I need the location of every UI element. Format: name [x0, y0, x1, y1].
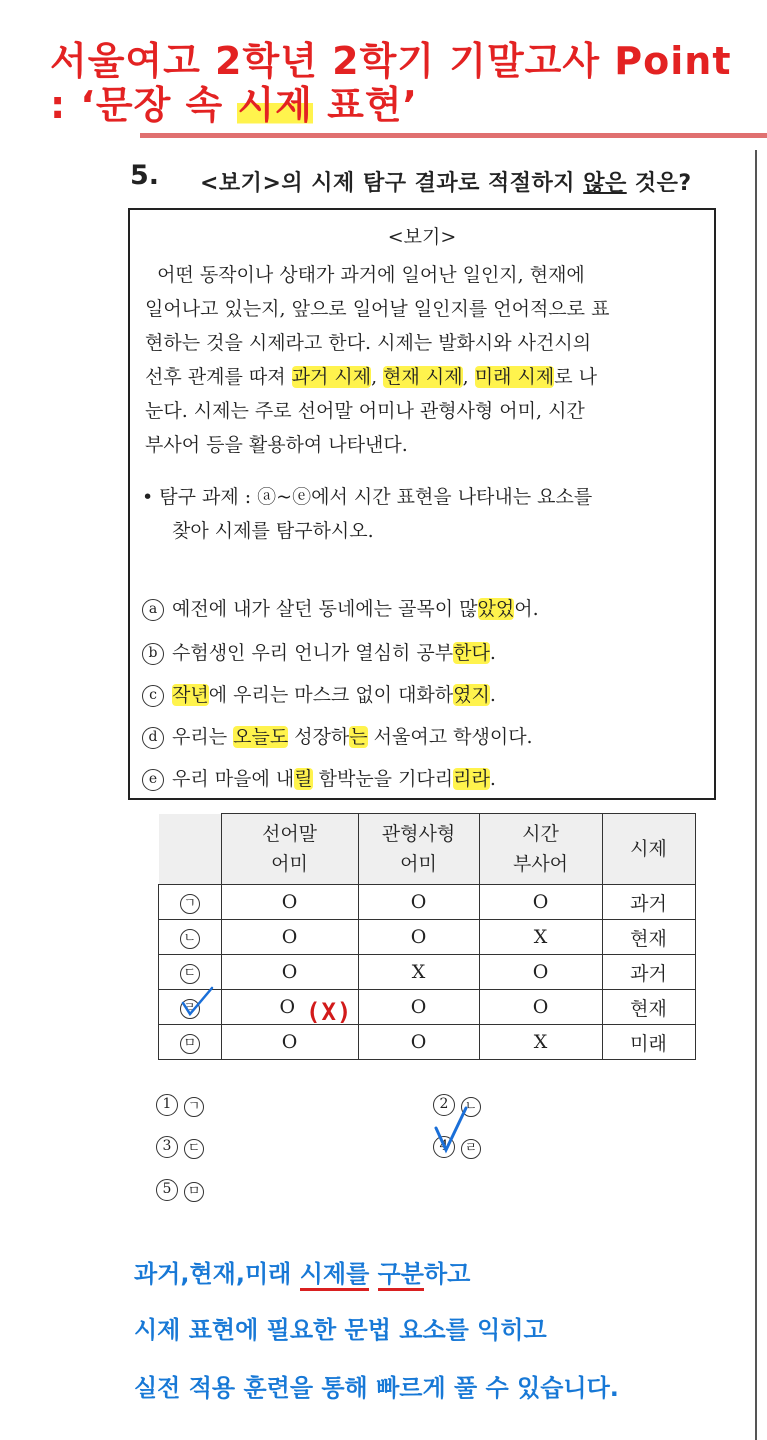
- subtitle-suffix: 표현’: [312, 83, 418, 127]
- table-cell: O: [358, 1025, 479, 1060]
- page-title: 서울여고 2학년 2학기 기말고사 Point: [50, 39, 732, 83]
- subtitle-prefix: : ‘문장 속: [50, 83, 238, 127]
- circle-mark: a: [142, 599, 164, 621]
- example-highlight: 는: [349, 726, 368, 748]
- handwritten-x-annotation: (X): [306, 998, 353, 1026]
- table-cell: X: [358, 955, 479, 990]
- example-text: 에 우리는 마스크 없이 대화하: [208, 684, 454, 706]
- example-highlight: 였지: [453, 684, 490, 706]
- example-highlight: 리라: [453, 768, 490, 790]
- example-text: .: [489, 642, 496, 664]
- circle-mark: e: [142, 769, 164, 791]
- table-cell: 현재: [602, 990, 695, 1025]
- footer-line-3: 실전 적용 훈련을 통해 빠르게 풀 수 있습니다.: [134, 1374, 619, 1402]
- header-text: 관형사형: [381, 823, 456, 845]
- cell-value: O: [279, 996, 296, 1018]
- table-cell: O: [221, 885, 358, 920]
- circle-mark: c: [142, 685, 164, 707]
- choice-number: 4: [433, 1136, 455, 1158]
- example-highlight: 작년: [172, 684, 209, 706]
- footer-underlined: 시제를: [300, 1260, 370, 1291]
- bogi-line: 어떤 동작이나 상태가 과거에 일어난 일인지, 현재에: [145, 264, 585, 286]
- header-text: 어미: [271, 853, 308, 875]
- bogi-line: 현하는 것을 시제라고 한다. 시제는 발화시와 사건시의: [145, 332, 592, 354]
- table-cell: O: [479, 990, 602, 1025]
- table-cell: O: [358, 885, 479, 920]
- footer-text: 과거,현재,미래: [134, 1260, 300, 1288]
- table-cell: X: [479, 920, 602, 955]
- row-label-text: ㅁ: [180, 1034, 200, 1054]
- row-label-text: ㄷ: [180, 964, 200, 984]
- example-text: .: [489, 768, 496, 790]
- example-highlight: 릴: [294, 768, 313, 790]
- task-line: • 탐구 과제 : ⓐ~ⓔ에서 시간 표현을 나타내는 요소를: [142, 486, 593, 508]
- choice-label: ㄷ: [184, 1139, 204, 1159]
- example-text: 어.: [514, 598, 539, 620]
- footer-text: 하고: [424, 1260, 471, 1288]
- bogi-text: 선후 관계를 따져: [145, 366, 292, 388]
- table-cell: O: [358, 920, 479, 955]
- example-highlight: 았었: [477, 598, 515, 620]
- example-text: 서울여고 학생이다.: [367, 726, 533, 748]
- check-mark-icon: [183, 988, 212, 1014]
- bogi-line: 부사어 등을 활용하여 나타낸다.: [145, 434, 408, 456]
- example-highlight: 한다: [453, 642, 490, 664]
- subtitle-highlight: 시제: [237, 83, 313, 127]
- example-text: .: [489, 684, 496, 706]
- highlight-future-tense: 미래 시제: [474, 366, 555, 388]
- bogi-text: ,: [371, 366, 384, 388]
- highlight-present-tense: 현재 시제: [383, 366, 463, 388]
- circle-mark: d: [142, 727, 164, 749]
- table-cell: 과거: [602, 955, 695, 990]
- choice-label: ㄹ: [461, 1139, 481, 1159]
- footer-line-2: 시제 표현에 필요한 문법 요소를 익히고: [134, 1316, 547, 1344]
- bogi-line: 눈다. 시제는 주로 선어말 어미나 관형사형 어미, 시간: [145, 400, 585, 422]
- footer-line-1: [134, 1254, 470, 1289]
- choice-label: ㄱ: [184, 1097, 204, 1117]
- choice-number: 3: [156, 1136, 178, 1158]
- bogi-text: ,: [462, 366, 475, 388]
- example-text: 예전에 내가 살던 동네에는 골목이 많: [172, 598, 478, 620]
- table-cell: 미래: [602, 1025, 695, 1060]
- table-cell: O: [479, 955, 602, 990]
- choice-label: ㅁ: [184, 1182, 204, 1202]
- choice-number: 5: [156, 1179, 178, 1201]
- header-text: 어미: [400, 853, 437, 875]
- example-text: 함박눈을 기다리: [312, 768, 454, 790]
- table-cell: O: [358, 990, 479, 1025]
- question-text-after: 것은?: [626, 171, 692, 196]
- table-header-cell: 시제: [602, 814, 695, 885]
- row-label-text: ㄴ: [180, 929, 200, 949]
- table-cell: 과거: [602, 885, 695, 920]
- header-text: 선어말: [261, 823, 318, 845]
- bogi-text: 로 나: [554, 366, 597, 388]
- choice-label: ㄴ: [461, 1097, 481, 1117]
- question-number: 5.: [130, 160, 160, 191]
- header-text: 시간: [522, 823, 559, 845]
- choice-number: 1: [156, 1094, 178, 1116]
- question-text-before: <보기>의 시제 탐구 결과로 적절하지: [200, 171, 584, 196]
- table-cell: O: [221, 1025, 358, 1060]
- footer-text: [369, 1260, 377, 1288]
- header-text: 부사어: [512, 853, 569, 875]
- footer-underlined: 구분: [378, 1260, 424, 1291]
- example-text: 수험생인 우리 언니가 열심히 공부: [172, 642, 454, 664]
- row-label-text: ㄹ: [180, 999, 200, 1019]
- example-text: 우리 마을에 내: [172, 768, 295, 790]
- check-mark-icon: [436, 1108, 466, 1150]
- table-cell: X: [479, 1025, 602, 1060]
- circle-mark: b: [142, 643, 164, 665]
- bogi-line: 일어나고 있는지, 앞으로 일어날 일인지를 언어적으로 표: [145, 298, 610, 320]
- example-text: 성장하: [288, 726, 350, 748]
- example-text: 우리는: [172, 726, 234, 748]
- highlight-past-tense: 과거 시제: [291, 366, 372, 388]
- table-cell: O: [479, 885, 602, 920]
- choice-number: 2: [433, 1094, 455, 1116]
- table-cell: 현재: [602, 920, 695, 955]
- example-highlight: 오늘도: [233, 726, 289, 748]
- table-cell: O: [221, 920, 358, 955]
- table-cell: O: [221, 955, 358, 990]
- row-label-text: ㄱ: [180, 894, 200, 914]
- task-line: 찾아 시제를 탐구하시오.: [172, 520, 374, 542]
- question-text-underlined: 않은: [583, 171, 627, 196]
- bogi-title: <보기>: [387, 226, 457, 248]
